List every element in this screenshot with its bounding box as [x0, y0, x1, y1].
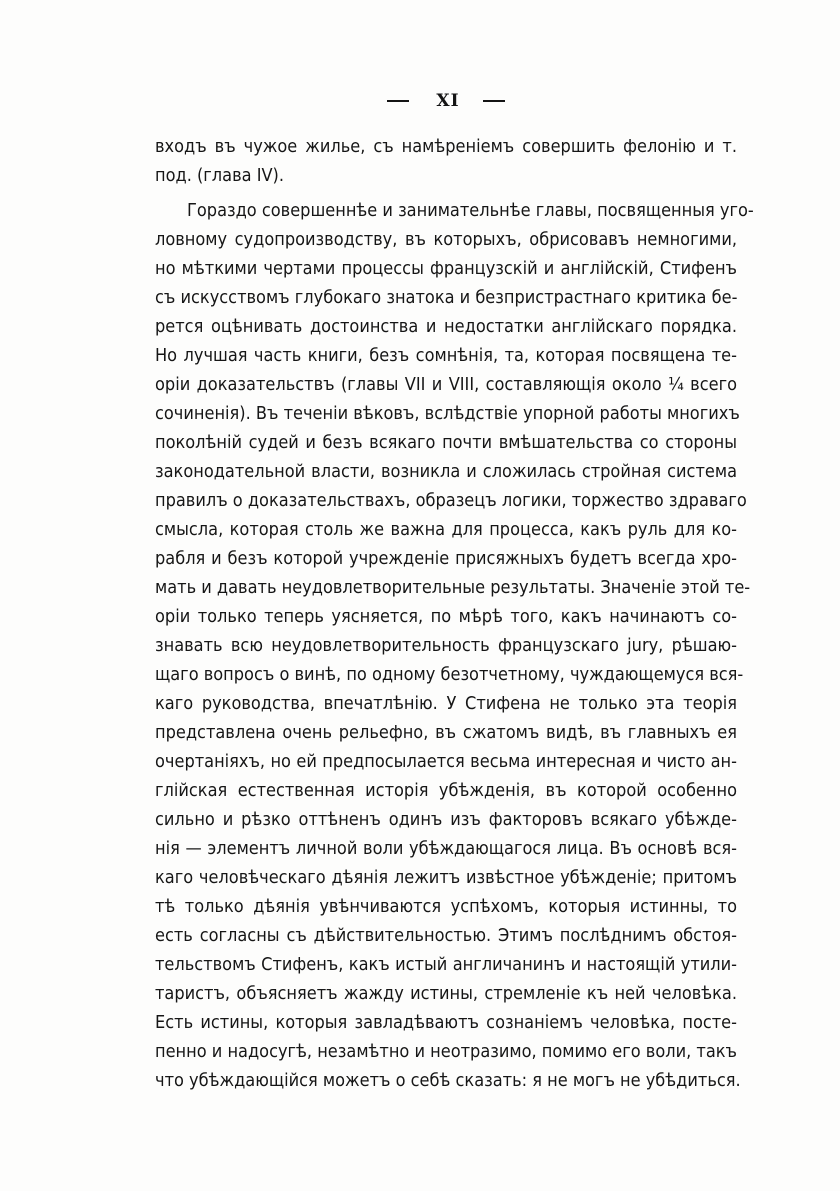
header-dash-left — [387, 100, 409, 102]
text-line: входъ въ чужое жилье, съ намѣреніемъ совершить фелонію и т. — [155, 136, 737, 157]
text-line: таристъ, объясняетъ жажду истины, стремленіе къ ней человѣка. — [155, 983, 737, 1004]
text-line: правилъ о доказательствахъ, образецъ логики, торжество здраваго — [155, 490, 747, 511]
text-line: каго человѣческаго дѣянія лежитъ извѣстное убѣжденіе; притомъ — [155, 867, 737, 888]
text-line: тельствомъ Стифенъ, какъ истый англичанинъ и настоящій утили- — [155, 954, 737, 975]
text-line: сильно и рѣзко оттѣненъ одинъ изъ факторовъ всякаго убѣжде- — [155, 809, 737, 830]
page-header — [0, 86, 840, 116]
text-line: очертаніяхъ, но ей предпосылается весьма интересная и чисто ан- — [155, 751, 737, 772]
text-line: Есть истины, которыя завладѣваютъ сознаніемъ человѣка, посте- — [155, 1012, 737, 1033]
text-line: Но лучшая часть книги, безъ сомнѣнія, та, которая посвящена те- — [155, 345, 737, 366]
text-line: законодательной власти, возникла и сложилась стройная система — [155, 461, 737, 482]
text-line: каго руководства, впечатлѣнію. У Стифена не только эта теорія — [155, 693, 737, 714]
header-dash-right — [483, 100, 505, 102]
text-line: Гораздо совершеннѣе и занимательнѣе главы, посвященныя уго- — [187, 200, 754, 221]
text-line: щаго вопросъ о винѣ, по одному безотчетному, чуждающемуся вся- — [155, 664, 744, 685]
text-line: есть согласны съ дѣйствительностью. Этимъ послѣднимъ обстоя- — [155, 925, 737, 946]
text-line: оріи доказательствъ (главы VII и VIII, составляющія около ¼ всего — [155, 374, 737, 395]
text-line: пенно и надосугѣ, незамѣтно и неотразимо, помимо его воли, такъ — [155, 1041, 737, 1062]
text-line: сочиненія). Въ теченіи вѣковъ, вслѣдствіе упорной работы многихъ — [155, 403, 740, 424]
text-line: съ искусствомъ глубокаго знатока и безпристрастнаго критика бе- — [155, 287, 738, 308]
text-line: под. (глава IV). — [155, 165, 284, 186]
body-text — [155, 132, 754, 1095]
text-line: что убѣждающійся можетъ о себѣ сказать: я не могъ не убѣдиться. — [155, 1070, 741, 1091]
text-line: нія — элементъ личной воли убѣждающагося лица. Въ основѣ вся- — [155, 838, 737, 859]
text-line: но мѣткими чертами процессы французскій и англійскій, Стифенъ — [155, 258, 737, 279]
text-line: мать и давать неудовлетворительные результаты. Значеніе этой те- — [155, 577, 751, 598]
text-line: оріи только теперь уясняется, по мѣрѣ того, какъ начинаютъ со- — [155, 606, 737, 627]
text-line: знавать всю неудовлетворительность французскаго jury, рѣшаю- — [155, 635, 737, 656]
paragraph — [155, 196, 754, 1095]
page-number: XI — [436, 91, 460, 111]
text-line: смысла, которая столь же важна для процесса, какъ руль для ко- — [155, 519, 737, 540]
text-line: ловному судопроизводству, въ которыхъ, обрисовавъ немногими, — [155, 229, 737, 250]
paragraph — [155, 132, 737, 190]
text-line: рабля и безъ которой учрежденіе присяжныхъ будетъ всегда хро- — [155, 548, 737, 569]
text-line: поколѣній судей и безъ всякаго почти вмѣшательства со стороны — [155, 432, 737, 453]
text-line: тѣ только дѣянія увѣнчиваются успѣхомъ, которыя истинны, то — [155, 896, 737, 917]
text-line: рется оцѣнивать достоинства и недостатки англійскаго порядка. — [155, 316, 737, 337]
text-line: представлена очень рельефно, въ сжатомъ видѣ, въ главныхъ ея — [155, 722, 737, 743]
text-line: глійская естественная исторія убѣжденія, въ которой особенно — [155, 780, 737, 801]
